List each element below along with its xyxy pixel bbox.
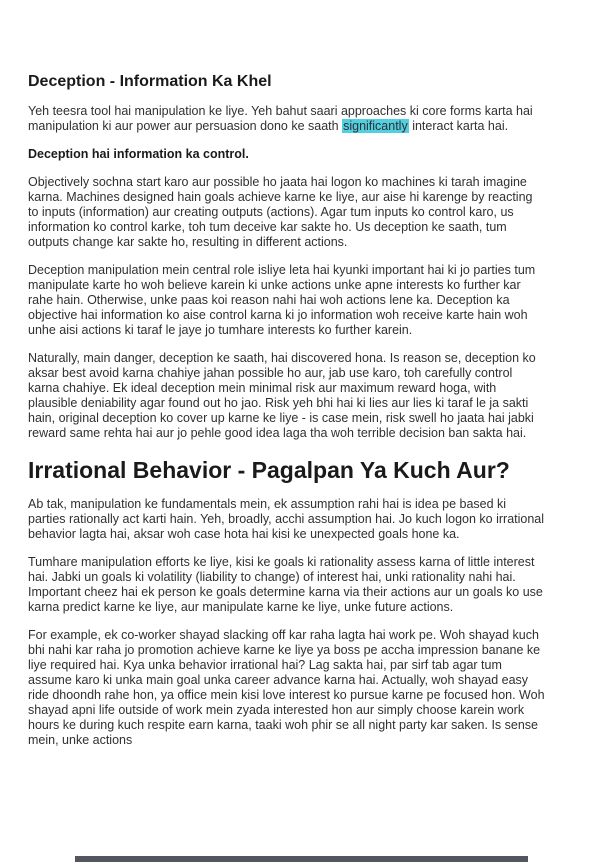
highlighted-text-significantly: significantly: [343, 119, 408, 133]
paragraph-intro: [28, 104, 545, 134]
paragraph-intro-text-before: Yeh teesra tool hai manipulation ke liye. Yeh bahut saari approaches ki core forms karta hai manipulation ki aur power aur persuasion dono ke saath: [28, 104, 533, 133]
main-heading-irrational-behavior: Irrational Behavior - Pagalpan Ya Kuch Aur?: [28, 457, 510, 483]
document-content: [28, 73, 545, 748]
paragraph-goals-volatility: Tumhare manipulation efforts ke liye, kisi ke goals ki rationality assess karna of little interest hai. Jabki un goals ki volatility (liability to change) of interest hai, unki rationality nahi hai. Important cheez hai ek person ke goals determine karna via their actions aur un goals ko use karna predict karne ke liye, aur manipulate karne ke liye, unke future actions.: [28, 555, 543, 614]
paragraph-coworker-example: For example, ek co-worker shayad slacking off kar raha lagta hai work pe. Woh shayad kuch bhi nahi kar raha jo promotion achieve karne ke liye ya boss pe accha impression banane ke liye required hai. Kya unka behavior irrational hai? Lag sakta hai, par sirf tab agar tum assume karo ki unka main goal unka career advance karna hai. Actually, woh shayad easy ride dhoondh rahe hon, ya office mein kisi love interest ko pursue karne pe focused hon. Woh shayad apni life outside of work mein zyada interested hon aur simply choose karein work hours ke during kuch respite earn karna, taaki woh phir se all night party kar saken. Is sense mein, unke actions: [28, 628, 545, 747]
bold-subheading-information-control: Deception hai information ka control.: [28, 147, 249, 161]
partial-next-element-bar: [75, 856, 528, 862]
section-heading-deception: Deception - Information Ka Khel: [28, 73, 272, 90]
paragraph-central-role: Deception manipulation mein central role isliye leta hai kyunki important hai ki jo parties tum manipulate karte ho woh believe karein ki unke actions unke apne interests ko further kar rahe hain. Otherwise, unke paas koi reason nahi hai woh actions lene ka. Deception ka objective hai information ko aise control karna ki jo information woh receive karte hain woh unhe aisi actions ki taraf le jaye jo tumhare interests ko further karein.: [28, 263, 536, 337]
paragraph-rational-assumption: Ab tak, manipulation ke fundamentals mein, ek assumption rahi hai is idea pe based ki parties rationally act karti hain. Yeh, broadly, acchi assumption hai. Jo kuch logon ko irrational behavior lagta hai, aksar woh case hota hai kisi ke unexpected goals hone ka.: [28, 497, 545, 541]
paragraph-danger-discovered: Naturally, main danger, deception ke saath, hai discovered hona. Is reason se, deception ko aksar best avoid karna chahiye jahan possible ho aur, jab use karo, toh carefully control karna chahiye. Ek ideal deception mein minimal risk aur maximum reward hoga, with plausible deniability agar found out ho jao. Risk yeh bhi hai ki lies aur lies ki taraf le ja sakti hain, original deception ko cover up karne ke liye - is case mein, risk swell ho jaata hai jabki reward same rehta hai aur jo pehle good idea laga tha woh terrible decision ban sakta hai.: [28, 351, 536, 440]
paragraph-intro-text-after: interact karta hai.: [408, 119, 509, 133]
paragraph-machines: Objectively sochna start karo aur possible ho jaata hai logon ko machines ki tarah imagine karna. Machines designed hain goals achieve karne ke liye, aur aise hi karenge by reacting to inputs (information) aur creating outputs (actions). Agar tum inputs ko control karo, us information ko control karke, toh tum deceive kar sakte ho. Us deception ke saath, tum outputs change kar sakte ho, resulting in different actions.: [28, 175, 533, 249]
